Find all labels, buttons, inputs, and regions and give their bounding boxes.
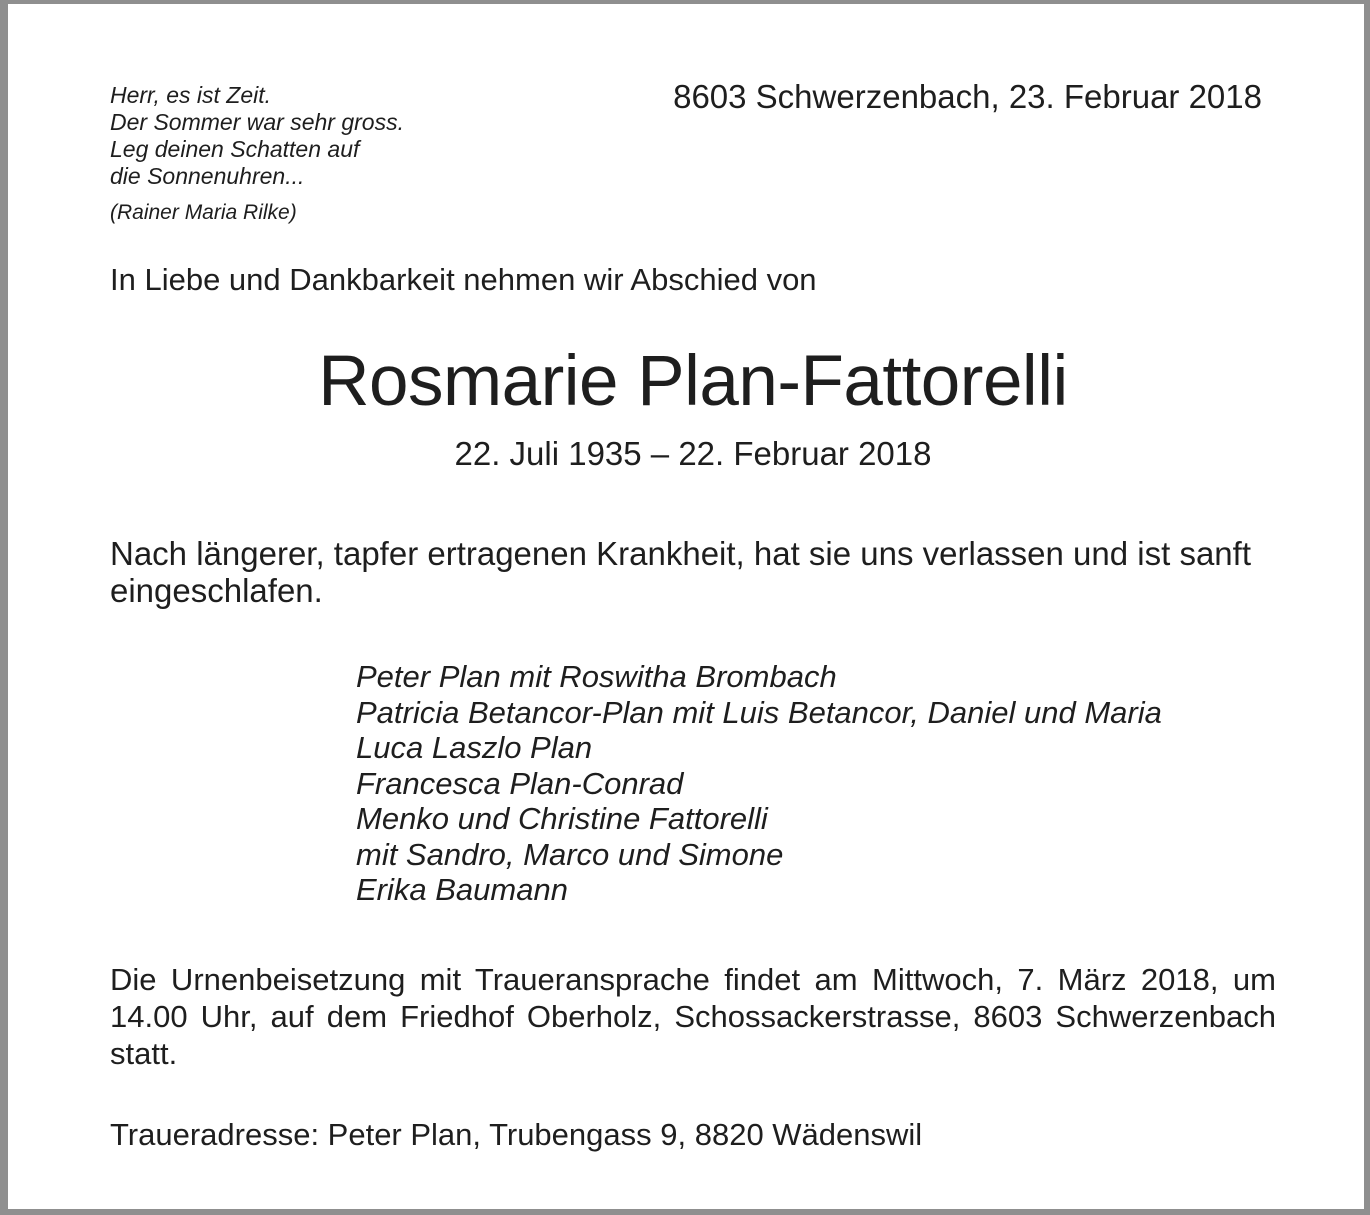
deceased-name: Rosmarie Plan-Fattorelli: [318, 342, 1068, 421]
place-date: 8603 Schwerzenbach, 23. Februar 2018: [673, 78, 1262, 115]
funeral-notice: Die Urnenbeisetzung mit Traueransprache findet am Mittwoch, 7. März 2018, um 14.00 Uhr, auf dem Friedhof Oberholz, Schossackerstrasse, 8603 Schwerzenbach statt.: [110, 962, 1276, 1071]
poem-quote: [110, 82, 404, 190]
farewell-message: Nach längerer, tapfer ertragenen Krankheit, hat sie uns verlassen und ist sanft eingeschlafen.: [110, 535, 1251, 609]
lifespan-dates: 22. Juli 1935 – 22. Februar 2018: [454, 435, 932, 472]
mourners-list: [356, 659, 1162, 908]
mourning-address: Traueradresse: Peter Plan, Trubengass 9, 8820 Wädenswil: [110, 1117, 923, 1152]
poem-line: Der Sommer war sehr gross.: [110, 109, 404, 135]
mourner-line: Menko und Christine Fattorelli: [356, 801, 768, 836]
mourner-line: Peter Plan mit Roswitha Brombach: [356, 659, 837, 694]
intro-text: In Liebe und Dankbarkeit nehmen wir Abschied von: [110, 262, 817, 297]
poem-line: die Sonnenuhren...: [110, 163, 305, 189]
poem-line: Leg deinen Schatten auf: [110, 136, 360, 162]
mourner-line: Francesca Plan-Conrad: [356, 765, 684, 801]
poem-line: Herr, es ist Zeit.: [110, 82, 272, 108]
mourner-line: Erika Baumann: [356, 872, 568, 907]
mourner-line: Patricia Betancor-Plan mit Luis Betancor, Daniel und Maria: [356, 694, 1162, 730]
mourner-line: Luca Laszlo Plan: [356, 730, 593, 765]
mourner-line: mit Sandro, Marco und Simone: [356, 836, 784, 872]
poem-attribution: (Rainer Maria Rilke): [110, 201, 297, 224]
